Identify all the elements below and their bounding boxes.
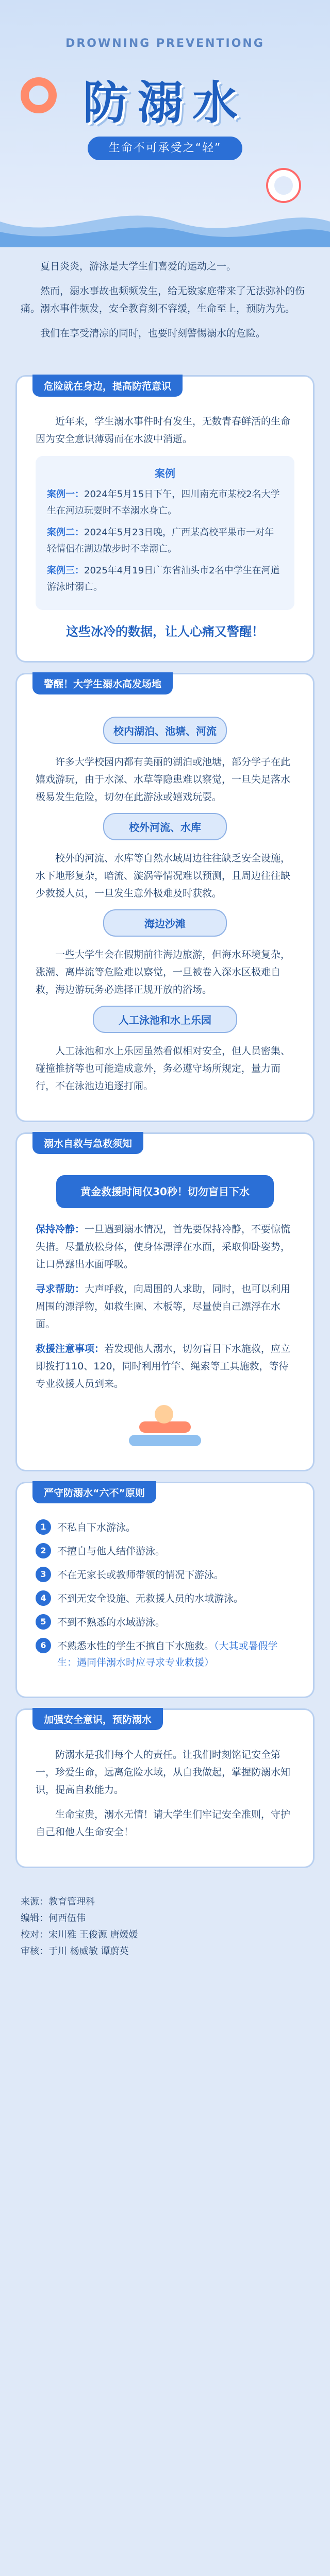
six-rules-card: [15, 1482, 315, 1698]
case-text: 2024年5月15日下午，四川南充市某校2名大学生在河边玩耍时不幸溺水身亡。: [47, 489, 280, 516]
rule-title: 保持冷静：: [36, 1224, 85, 1235]
card-tag: 严守防溺水“六不”原则: [32, 1481, 156, 1503]
list-item: [36, 1590, 294, 1607]
section-heading: 人工泳池和水上乐园: [93, 1006, 237, 1033]
rescue-rule: [36, 1340, 294, 1393]
list-number: 1: [36, 1519, 51, 1535]
hero-subtitle: 生命不可承受之“轻”: [88, 137, 242, 160]
case-text: 2025年4月19日广东省汕头市2名中学生在河道游泳时溺亡。: [47, 565, 280, 592]
case-item: [47, 524, 283, 557]
card-tag: 加强安全意识，预防溺水: [32, 1708, 163, 1730]
list-number: 3: [36, 1567, 51, 1582]
list-text: 不到不熟悉的水域游泳。: [57, 1617, 166, 1628]
closing-card: [15, 1708, 315, 1868]
list-note: （大其或暑假学生：遇同伴溺水时应寻求专业救援）: [57, 1640, 278, 1668]
section-paragraph: 人工泳池和水上乐园虽然看似相对安全，但人员密集、碰撞推挤等也可能造成意外，务必遵守场所规定，量力而行，不在泳池边追逐打闹。: [36, 1045, 291, 1092]
hero-title: 防溺水: [82, 76, 247, 129]
case-item: [47, 486, 283, 519]
rescue-callout: 黄金救援时间仅30秒！切勿盲目下水: [56, 1175, 274, 1208]
section-paragraph: 一些大学生会在假期前往海边旅游，但海水环境复杂，涨潮、离岸流等危险难以察觉，一旦被卷入深水区极难自救，海边游玩务必选择正规开放的浴场。: [36, 949, 291, 995]
rules-list: [36, 1519, 294, 1671]
list-number: 4: [36, 1590, 51, 1606]
list-number: 6: [36, 1638, 51, 1653]
list-number: 2: [36, 1543, 51, 1558]
danger-highlight: 这些冰冷的数据，让人心痛又警醒！: [66, 624, 264, 639]
credit-line: 审核：于川 杨威敏 谭蔚英: [21, 1946, 129, 1957]
wave-decoration: [0, 201, 330, 247]
case-text: 2024年5月23日晚，广西某高校平果市一对年轻情侣在湖边散步时不幸溺亡。: [47, 527, 274, 554]
list-text: 不到无安全设施、无救援人员的水域游泳。: [57, 1593, 244, 1604]
intro-paragraph: 然而，溺水事故也频频发生，给无数家庭带来了无法弥补的伤痛。溺水事件频发，安全教育刻不容缓，生命至上，预防为先。: [21, 285, 305, 314]
lifebuoy-icon: [268, 170, 299, 201]
credit-line: 校对：宋川雅 王俊源 唐媛媛: [21, 1929, 138, 1940]
cases-heading: 案例: [155, 467, 175, 480]
rule-text: 一旦遇到溺水情况，首先要保持冷静，不要惊慌失措。尽量放松身体，使身体漂浮在水面，采取仰卧姿势，让口鼻露出水面呼吸。: [36, 1224, 291, 1270]
list-text: 不在无家长或教师带领的情况下游泳。: [57, 1569, 224, 1581]
list-item: [36, 1614, 294, 1631]
intro-paragraph: 夏日炎炎，游泳是大学生们喜爱的运动之一。: [40, 261, 237, 272]
list-number: 5: [36, 1614, 51, 1630]
hero-kicker: DROWNING PREVENTIONG: [65, 37, 265, 50]
list-text: 不熟悉水性的学生不擅自下水施救。: [57, 1640, 214, 1652]
case-label: 案例一：: [47, 489, 84, 500]
case-label: 案例三：: [47, 565, 84, 576]
closing-paragraph: 生命宝贵，溺水无情！请大学生们牢记安全准则，守护自己和他人生命安全！: [36, 1809, 291, 1838]
list-text: 不擅自与他人结伴游泳。: [57, 1546, 166, 1557]
intro-section: [0, 247, 330, 365]
list-item: [36, 1638, 294, 1671]
rescue-card: [15, 1132, 315, 1471]
list-item: [36, 1567, 294, 1583]
case-item: [47, 563, 283, 596]
credits: [0, 1878, 330, 1975]
section-heading: 校外河流、水库: [103, 813, 227, 840]
list-text: 不私自下水游泳。: [57, 1522, 136, 1533]
case-label: 案例二：: [47, 527, 84, 538]
rule-text: 若发现他人溺水，切勿盲目下水施救，应立即拨打110、120，同时利用竹竿、绳索等工具施救，等待专业救援人员到来。: [36, 1343, 291, 1389]
swimmer-illustration: [129, 1400, 201, 1446]
credit-line: 编辑：何西伍伟: [21, 1913, 86, 1924]
danger-card: [15, 375, 315, 663]
rescue-rule: [36, 1280, 294, 1333]
list-item: [36, 1519, 294, 1536]
rule-title: 救援注意事项：: [36, 1343, 105, 1354]
rule-text: 大声呼救，向周围的人求助，同时，也可以利用周围的漂浮物，如救生圈、木板等，尽量使自己漂浮在水面。: [36, 1283, 291, 1330]
card-tag: 溺水自救与急救须知: [32, 1132, 143, 1154]
card-tag: 警醒！大学生溺水高发场地: [32, 672, 173, 694]
rescue-rule: [36, 1221, 294, 1273]
intro-paragraph: 我们在享受清凉的同时，也要时刻警惕溺水的危险。: [40, 328, 266, 339]
credit-line: 来源：教育管理科: [21, 1896, 95, 1907]
hero-banner: [0, 0, 330, 247]
rule-title: 寻求帮助：: [36, 1283, 85, 1295]
section-paragraph: 校外的河流、水库等自然水域周边往往缺乏安全设施，水下地形复杂，暗流、漩涡等情况难以预测，且周边往往缺少救援人员，一旦发生意外极难及时获救。: [36, 853, 291, 899]
warning-card: [15, 673, 315, 1122]
section-heading: 校内湖泊、池塘、河流: [103, 717, 227, 744]
card-tag: 危险就在身边，提高防范意识: [32, 375, 183, 397]
section-heading: 海边沙滩: [103, 909, 227, 937]
cases-box: [36, 456, 294, 610]
list-item: [36, 1543, 294, 1560]
danger-paragraph: 近年来，学生溺水事件时有发生，无数青春鲜活的生命因为安全意识薄弱而在水波中消逝。: [36, 416, 291, 445]
closing-paragraph: 防溺水是我们每个人的责任。让我们时刻铭记安全第一，珍爱生命，远离危险水域，从自我做起，掌握防溺水知识，提高自救能力。: [36, 1749, 291, 1795]
section-paragraph: 许多大学校园内都有美丽的湖泊或池塘，部分学子在此嬉戏游玩，由于水深、水草等隐患难以察觉，一旦失足落水极易发生危险，切勿在此游泳或嬉戏玩耍。: [36, 756, 291, 803]
